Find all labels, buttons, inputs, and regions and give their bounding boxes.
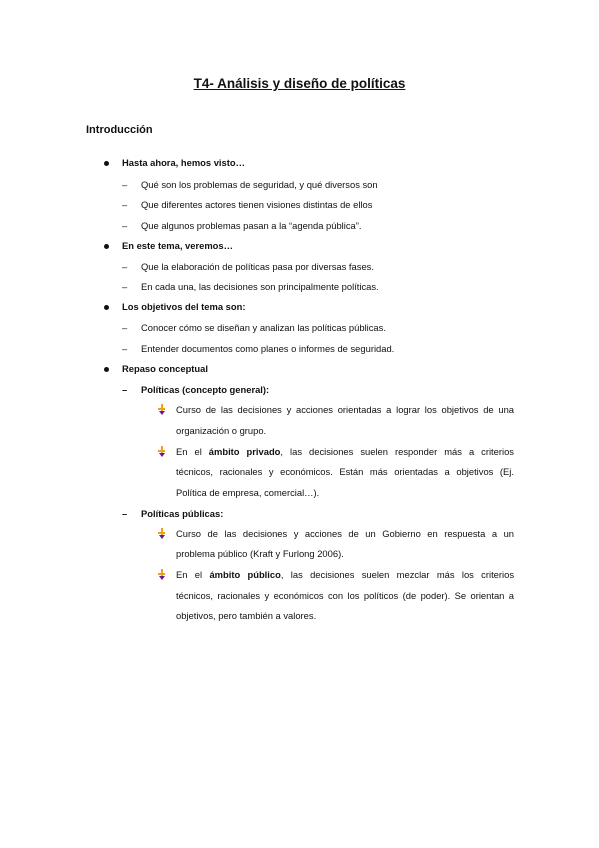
section-heading: Introducción <box>86 124 153 136</box>
list-item: Que la elaboración de políticas pasa por diversas fases. <box>141 261 374 272</box>
text-run: En el <box>176 446 209 457</box>
dash-marker: – <box>122 261 128 272</box>
paragraph-line: Curso de las decisiones y acciones de un Gobierno en respuesta a un <box>176 528 514 539</box>
paragraph-line-mixed <box>176 569 514 581</box>
paragraph-line-mixed <box>176 446 514 458</box>
dash-marker: – <box>122 220 128 231</box>
list-item: Conocer cómo se diseñan y analizan las políticas públicas. <box>141 322 386 333</box>
dash-marker: – <box>122 343 128 354</box>
page-title: T4- Análisis y diseño de políticas <box>193 76 406 91</box>
paragraph-line: técnicos, racionales y económicos. Están más orientadas a objetivos (Ej. <box>176 466 514 477</box>
dash-marker: – <box>122 384 128 395</box>
dash-marker: – <box>122 508 128 519</box>
dash-marker: – <box>122 322 128 333</box>
emphasis-term: ámbito público <box>209 569 281 580</box>
arrow-bullet-icon <box>157 403 169 415</box>
paragraph-line: técnicos, racionales y económicos con los políticos (de poder). Se orientan a <box>176 590 514 601</box>
subheading-public: Políticas públicas: <box>141 508 224 519</box>
dash-marker: – <box>122 179 128 190</box>
bullet-dot <box>104 367 109 372</box>
paragraph-line: problema público (Kraft y Furlong 2006). <box>176 548 344 559</box>
arrow-bullet-icon <box>157 445 169 457</box>
bullet-label: En este tema, veremos… <box>122 240 233 251</box>
emphasis-term: ámbito privado <box>208 446 281 457</box>
paragraph-line: objetivos, pero también a valores. <box>176 610 317 621</box>
bullet-dot <box>104 244 109 249</box>
dash-marker: – <box>122 199 128 210</box>
bullet-label: Repaso conceptual <box>122 363 208 374</box>
paragraph-line: Curso de las decisiones y acciones orientadas a lograr los objetivos de una <box>176 404 514 415</box>
bullet-label: Hasta ahora, hemos visto… <box>122 157 245 168</box>
list-item: Qué son los problemas de seguridad, y qué diversos son <box>141 179 378 190</box>
text-run: En el <box>176 569 210 580</box>
bullet-dot <box>104 305 109 310</box>
bullet-dot <box>104 161 109 166</box>
list-item: Que diferentes actores tienen visiones distintas de ellos <box>141 199 373 210</box>
arrow-bullet-icon <box>157 568 169 580</box>
arrow-bullet-icon <box>157 527 169 539</box>
text-run: , las decisiones suelen responder más a criterios <box>280 446 514 457</box>
list-item: Entender documentos como planes o informes de seguridad. <box>141 343 395 354</box>
subheading-general: Políticas (concepto general): <box>141 384 270 395</box>
paragraph-line: organización o grupo. <box>176 425 267 436</box>
text-run: , las decisiones suelen mezclar más los criterios <box>280 569 515 580</box>
dash-marker: – <box>122 281 128 292</box>
paragraph-line: Política de empresa, comercial…). <box>176 487 320 498</box>
list-item: En cada una, las decisiones son principalmente políticas. <box>141 281 379 292</box>
list-item: Que algunos problemas pasan a la “agenda pública”. <box>141 220 362 231</box>
bullet-label: Los objetivos del tema son: <box>122 301 246 312</box>
